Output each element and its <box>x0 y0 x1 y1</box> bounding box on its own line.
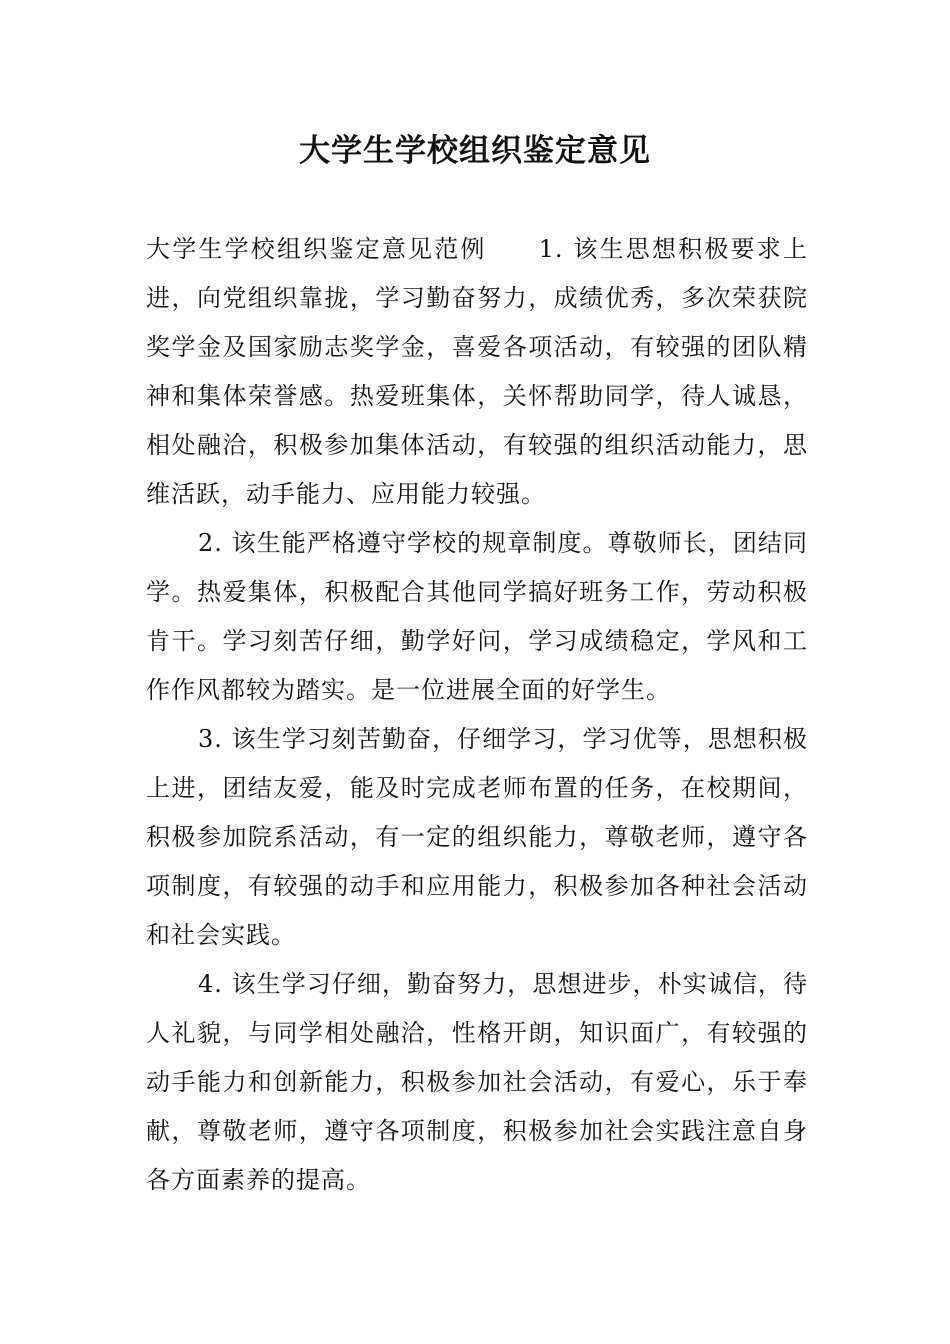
paragraph-3: 3. 该生学习刻苦勤奋，仔细学习，学习优等，思想积极上进，团结友爱，能及时完成老师布置的任务，在校期间，积极参加院系活动，有一定的组织能力，尊敬老师，遵守各项制度，有较强的动手和应用能力，积极参加各种社会活动和社会实践。 <box>146 725 808 949</box>
document-title: 大学生学校组织鉴定意见 <box>299 133 651 169</box>
paragraph-1 <box>146 225 808 519</box>
paragraph-2: 2. 该生能严格遵守学校的规章制度。尊敬师长，团结同学。热爱集体，积极配合其他同学搞好班务工作，劳动积极肯干。学习刻苦仔细，勤学好问，学习成绩稳定，学风和工作作风都较为踏实。是一位进展全面的好学生。 <box>146 529 808 704</box>
paragraph-1-text: 1. 该生思想积极要求上进，向党组织靠拢，学习勤奋努力，成绩优秀，多次荣获院奖学金及国家励志奖学金，喜爱各项活动，有较强的团队精神和集体荣誉感。热爱班集体，关怀帮助同学，待人诚恳，相处融洽，积极参加集体活动，有较强的组织活动能力，思维活跃，动手能力、应用能力较强。 <box>146 235 808 508</box>
document-body <box>146 225 808 1205</box>
paragraph-4: 4. 该生学习仔细，勤奋努力，思想进步，朴实诚信，待人礼貌，与同学相处融洽，性格开朗，知识面广，有较强的动手能力和创新能力，积极参加社会活动，有爱心，乐于奉献，尊敬老师，遵守各项制度，积极参加社会实践注意自身各方面素养的提高。 <box>146 970 808 1194</box>
intro-label: 大学生学校组织鉴定意见范例 <box>146 235 487 263</box>
